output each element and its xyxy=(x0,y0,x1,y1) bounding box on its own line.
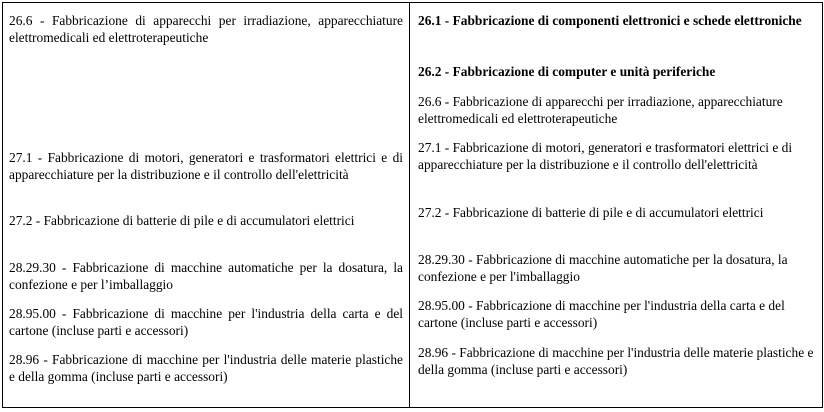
right-entry-28-95-00: 28.95.00 - Fabbricazione di macchine per l'industria della carta e del cartone (incluse parti e accessori) xyxy=(418,298,785,330)
right-column-cell xyxy=(410,3,823,408)
right-entry-28-29-30: 28.29.30 - Fabbricazione di macchine automatiche per la dosatura, la confezione e per l'imballaggio xyxy=(418,252,788,284)
right-entry-27-2: 27.2 - Fabbricazione di batterie di pile e di accumulatori elettrici xyxy=(418,205,764,220)
left-entry-28-96: 28.96 - Fabbricazione di macchine per l'industria delle materie plastiche e della gomma (incluse parti e accessori) xyxy=(9,352,403,384)
left-column-cell xyxy=(3,3,410,408)
left-entry-27-2: 27.2 - Fabbricazione di batterie di pile e di accumulatori elettrici xyxy=(9,213,355,228)
ateco-codes-table xyxy=(2,2,823,408)
right-entry-28-96: 28.96 - Fabbricazione di macchine per l'industria delle materie plastiche e della gomma (incluse parti e accessori) xyxy=(418,345,814,377)
right-entry-27-1: 27.1 - Fabbricazione di motori, generatori e trasformatori elettrici e di apparecchiature per la distribuzione e il controllo dell'elettricità xyxy=(418,140,793,172)
right-entry-26-2: 26.2 - Fabbricazione di computer e unità periferiche xyxy=(418,64,716,79)
left-entry-26-6: 26.6 - Fabbricazione di apparecchi per irradiazione, apparecchiature elettromedicali ed elettroterapeutiche xyxy=(9,13,403,45)
table-row xyxy=(3,3,823,408)
left-entry-28-29-30: 28.29.30 - Fabbricazione di macchine automatiche per la dosatura, la confezione e per l’imballaggio xyxy=(9,260,403,292)
left-entry-27-1: 27.1 - Fabbricazione di motori, generatori e trasformatori elettrici e di apparecchiature per la distribuzione e il controllo dell'elettricità xyxy=(9,150,403,182)
right-entry-26-6: 26.6 - Fabbricazione di apparecchi per irradiazione, apparecchiature elettromedicali ed elettroterapeutiche xyxy=(418,94,783,126)
left-entry-28-95-00: 28.95.00 - Fabbricazione di macchine per l'industria della carta e del cartone (incluse parti e accessori) xyxy=(9,306,403,338)
right-entry-26-1: 26.1 - Fabbricazione di componenti elettronici e schede elettroniche xyxy=(418,13,802,28)
